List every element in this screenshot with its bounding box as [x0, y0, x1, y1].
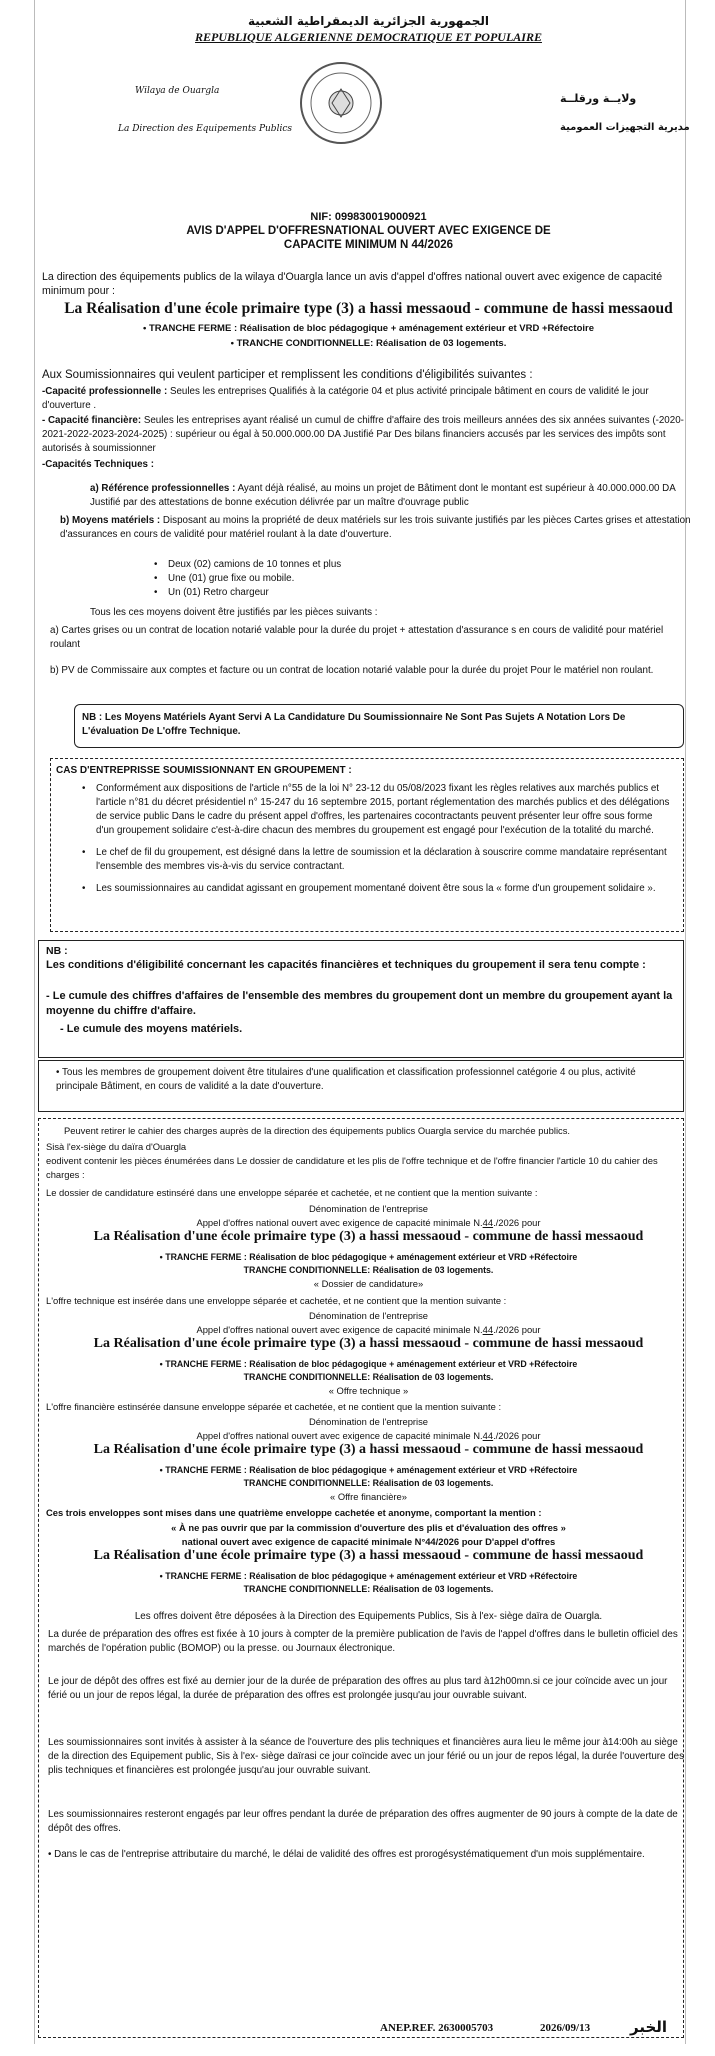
groupement-item: • Le chef de fil du groupement, est désigné dans la lettre de soumission et la déclaration à souscrire comme mandataire représentant l'ensemble des membres vis-à-vis du service contractant.	[96, 846, 671, 874]
tranche-cond-1: TRANCHE CONDITIONNELLE: Réalisation de 03 logements.	[243, 1265, 494, 1275]
retrait-line2: Sisà l'ex-siège du daïra d'Ouargla	[46, 1141, 187, 1152]
moyens-materiels: b) Moyens matériels : Disposant au moins la propriété de deux matériels sur les trois suivante justifiés par les pièces Cartes grises et attestation d'assurances en cours de validité pour matériel roulant à la date d'ouverture.	[60, 515, 691, 540]
state-seal-icon	[300, 62, 382, 144]
project-title-3: La Réalisation d'une école primaire type (3) a hassi messaoud - commune de hassi messaoud	[93, 1442, 644, 1457]
nb2-line3: - Le cumule des moyens matériels.	[60, 1023, 243, 1035]
closing-p3: Le jour de dépôt des offres est fixé au dernier jour de la durée de préparation des offres au plus tard à12h00mn.si ce jour coïncide avec un jour férié ou un jour de repos légal, la durée de préparation des offres est prolongée jusqu'au jour ouvrable suivant.	[48, 1676, 668, 1701]
material-item: • Un (01) Retro chargeur	[168, 586, 695, 600]
nb2-line2: - Le cumule des chiffres d'affaires de l'ensemble des membres du groupement dont un membre du groupement ayant la moyenne du chiffre d'affaire.	[46, 990, 673, 1017]
tranche-cond-2: TRANCHE CONDITIONNELLE: Réalisation de 03 logements.	[243, 1372, 494, 1382]
project-title-4: La Réalisation d'une école primaire type (3) a hassi messaoud - commune de hassi messaoud	[93, 1548, 644, 1563]
justif-b: b) PV de Commissaire aux comptes et facture ou un contrat de location notarié valable pour la durée du projet Pour le matériel non roulant.	[50, 665, 654, 676]
material-item: • Deux (02) camions de 10 tonnes et plus	[168, 558, 695, 572]
offre-fin-intro: L'offre financière estinsérée dansune enveloppe séparée et cachetée, et ne contient que la mention suivante :	[46, 1401, 502, 1412]
direction-arabic: مديرية التجهيزات العمومية	[560, 122, 690, 133]
intro: La direction des équipements publics de la wilaya d'Ouargla lance un avis d'appel d'offres national ouvert avec exigence de capacité minimum pour :	[42, 271, 663, 297]
appel-line-3: Appel d'offres national ouvert avec exigence de capacité minimale N.44./2026 pour	[196, 1430, 541, 1441]
closing-p1: Les offres doivent être déposées à la Direction des Equipements Publics, Sis à l'ex- siège daïra de Ouargla.	[134, 1611, 603, 1622]
justif-intro: Tous les ces moyens doivent être justifiés par les pièces suivants :	[90, 607, 378, 618]
republic-arabic: الجمهورية الجزائرية الديمقراطية الشعبية	[247, 14, 490, 28]
capacite-financiere: - Capacité financière: Seules les entreprises ayant réalisé un cumul de chiffre d'affaire des trois meilleurs années des six années suivantes (-2020-2021-2022-2023-2024-2025) : supérieur ou égal à 50.000.000.00 DA Justifié Par Des bilans financiers accusés par les services des impôts sont autorisés à soumissionner	[42, 415, 684, 454]
nif: NIF: 099830019000921	[310, 211, 427, 223]
wilaya-french: Wilaya de Ouargla	[135, 86, 220, 96]
justif-a: a) Cartes grises ou un contrat de location notarié valable pour la durée du projet + attestation d'assurance s en cours de validité pour matériel roulant	[50, 625, 664, 650]
tranche-ferme-2: • TRANCHE FERME : Réalisation de bloc pédagogique + aménagement extérieur et VRD +Réfectoire	[159, 1359, 578, 1369]
offre-tech-intro: L'offre technique est insérée dans une enveloppe séparée et cachetée, et ne contient que la mention suivante :	[46, 1295, 507, 1306]
notice-number: 44/2026	[411, 239, 454, 251]
project-title-1: La Réalisation d'une école primaire type (3) a hassi messaoud - commune de hassi messaoud	[93, 1229, 644, 1244]
dossier-label: « Dossier de candidature»	[313, 1278, 424, 1289]
offre-tech-label: « Offre technique »	[328, 1385, 409, 1396]
project-title-2: La Réalisation d'une école primaire type (3) a hassi messaoud - commune de hassi messaoud	[93, 1336, 644, 1351]
notice-title-2: CAPACITE MINIMUM N 44/2026	[283, 239, 454, 251]
tranche-cond-3: TRANCHE CONDITIONNELLE: Réalisation de 03 logements.	[243, 1478, 494, 1488]
wilaya-arabic: ولايــة ورقلــة	[560, 92, 637, 105]
appel-line-1: Appel d'offres national ouvert avec exigence de capacité minimale N.44./2026 pour	[196, 1217, 541, 1228]
newspaper-logo: الخبر	[630, 2018, 668, 2036]
appel-line-2: Appel d'offres national ouvert avec exigence de capacité minimale N.44./2026 pour	[196, 1324, 541, 1335]
materials-list	[150, 558, 695, 600]
quatrieme: Ces trois enveloppes sont mises dans une quatrième enveloppe cachetée et anonyme, comportant la mention :	[46, 1507, 542, 1518]
groupement-item: • Conformément aux dispositions de l'article n°55 de la loi N° 23-12 du 05/08/2023 fixant les règles relatives aux marchés publics et l'article n°81 du décret présidentiel n° 15-247 du 16 septembre 2015, portant réglementation des marchés publics et des délégations de service public Dans le cadre du présent appel d'offres, les partenaires cocontractants peuvent présenter leur offre sous forme d'un groupement solidaire c'est-à-dire chacun des membres du groupement est engagé pour l'exécution de la totalité du marché.	[96, 782, 671, 838]
notice-title-1: AVIS D'APPEL D'OFFRESNATIONAL OUVERT AVEC EXIGENCE DE	[186, 225, 551, 237]
denomination-3: Dénomination de l'entreprise	[308, 1416, 429, 1427]
national-line: national ouvert avec exigence de capacité minimale N°44/2026 pour D'appel d'offres	[181, 1536, 556, 1547]
capacite-professionnelle: -Capacité professionnelle : Seules les entreprises Qualifiés à la catégorie 04 et plus activité principale bâtiment en cours de validité le jour d'ouverture .	[42, 386, 649, 411]
groupement-item: • Les soumissionnaires au candidat agissant en groupement momentané doivent être sous la « forme d'un groupement solidaire ».	[96, 882, 671, 896]
tranche-ferme: • TRANCHE FERME : Réalisation de bloc pédagogique + aménagement extérieur et VRD +Réfectoire	[143, 323, 594, 334]
closing-p4: Les soumissionnaires sont invités à assister à la séance de l'ouverture des plis techniques et financières aura lieu le même jour à14:00h au siège de la direction des Equipement public, Sis à l'ex- siège daïrasi ce jour coïncide avec un jour férié ou un jour de repos légal, la durée l'ouverture des plis techniques et financières est prolongée jusqu'au jour ouvrable suivant.	[48, 1737, 685, 1776]
anep-ref: ANEP.REF. 2630005703	[380, 2022, 494, 2034]
republic-french: REPUBLIQUE ALGERIENNE DEMOCRATIQUE ET POPULAIRE	[195, 30, 542, 44]
dossier-intro: Le dossier de candidature estinséré dans une enveloppe séparée et cachetée, et ne contient que la mention suivante :	[46, 1187, 538, 1198]
groupement-heading: CAS D'ENTREPRISSE SOUMISSIONNANT EN GROUPEMENT :	[56, 765, 352, 776]
offre-fin-label: « Offre financière»	[330, 1491, 407, 1502]
ne-pas-ouvrir: « À ne pas ouvrir que par la commission d'ouverture des plis et d'évaluation des offres »	[171, 1522, 566, 1533]
denomination-1: Dénomination de l'entreprise	[308, 1203, 429, 1214]
nb-text: NB : Les Moyens Matériels Ayant Servi A La Candidature Du Soumissionnaire Ne Sont Pas Sujets A Notation Lors De L'évaluation De L'offre Technique.	[82, 712, 626, 737]
tranche-ferme-4: • TRANCHE FERME : Réalisation de bloc pédagogique + aménagement extérieur et VRD +Réfectoire	[159, 1571, 578, 1581]
closing-p6: • Dans le cas de l'entreprise attributaire du marché, le délai de validité des offres est prorogésystématiquement d'un mois supplémentaire.	[48, 1849, 645, 1860]
groupement-list	[78, 782, 671, 896]
project-title: La Réalisation d'une école primaire type (3) a hassi messaoud - commune de hassi messaoud	[64, 300, 673, 317]
tranche-ferme-1: • TRANCHE FERME : Réalisation de bloc pédagogique + aménagement extérieur et VRD +Réfectoire	[159, 1252, 578, 1262]
tranche-ferme-3: • TRANCHE FERME : Réalisation de bloc pédagogique + aménagement extérieur et VRD +Réfectoire	[159, 1465, 578, 1475]
material-item: • Une (01) grue fixe ou mobile.	[168, 572, 695, 586]
retrait-line3: eodivent contenir les pièces énumérées dans Le dossier de candidature et les plis de l'offre technique et de l'offre financier l'article 10 du cahier des charges :	[46, 1155, 658, 1180]
denomination-2: Dénomination de l'entreprise	[308, 1310, 429, 1321]
closing-p2: La durée de préparation des offres est fixée à 10 jours à compter de la première publication de l'avis de l'appel d'offres dans le bulletin officiel des marchés de l'opération public (BOMOP) ou la presse. ou Journaux électronique.	[48, 1629, 678, 1654]
closing-p5: Les soumissionnaires resteront engagés par leur offres pendant la durée de préparation des offres augmenter de 90 jours à compte de la date de dépôt des offres.	[48, 1809, 678, 1834]
eligibility-intro: Aux Soumissionnaires qui veulent participer et remplissent les conditions d'éligibilités suivantes :	[42, 369, 533, 381]
retrait-line1: Peuvent retirer le cahier des charges auprès de la direction des équipements publics Ouargla service du marchée publics.	[64, 1125, 571, 1136]
direction-french: La Direction des Equipements Publics	[118, 124, 292, 134]
publication-date: 2026/09/13	[540, 2022, 591, 2034]
tranche-conditionnelle: • TRANCHE CONDITIONNELLE: Réalisation de 03 logements.	[230, 338, 507, 349]
membres-text: • Tous les membres de groupement doivent être titulaires d'une qualification et classification professionnel catégorie 4 ou plus, activité principale Bâtiment, en cours de validité a la date d'ouverture.	[56, 1067, 636, 1092]
nb2-label: NB :	[46, 945, 68, 957]
capacite-technique: -Capacités Techniques :	[42, 459, 154, 470]
tranche-cond-4: TRANCHE CONDITIONNELLE: Réalisation de 03 logements.	[243, 1584, 494, 1594]
nb2-line1: Les conditions d'éligibilité concernant les capacités financières et techniques du groupement il sera tenu compte :	[46, 959, 646, 971]
references: a) Référence professionnelles : Ayant déjà réalisé, au moins un projet de Bâtiment dont le montant est supérieur à 40.000.000.00 DA Justifié par des attestations de bonne exécution délivrée par un maître d'ouvrage public	[90, 483, 676, 508]
